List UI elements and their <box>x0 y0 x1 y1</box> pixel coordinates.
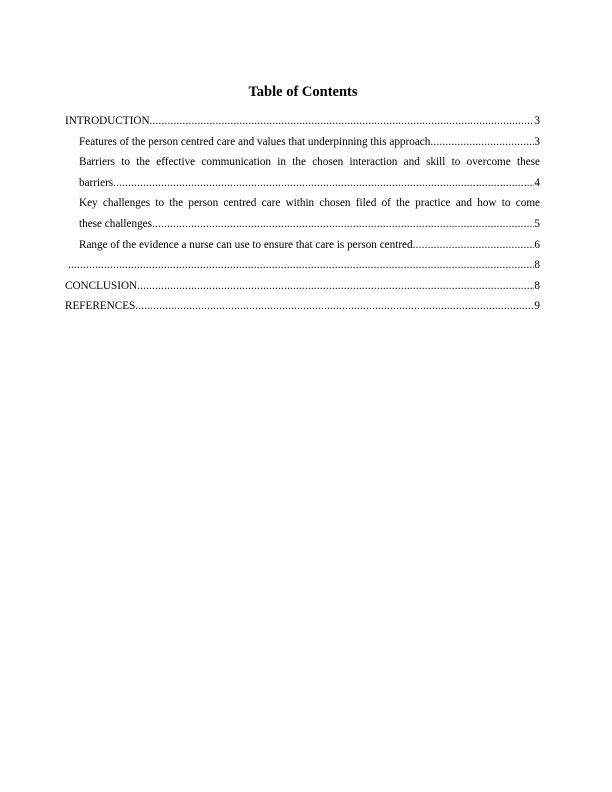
table-of-contents <box>65 111 540 317</box>
toc-title: Table of Contents <box>248 84 358 100</box>
toc-entry-text: Range of the evidence a nurse can use to ensure that care is person centred <box>79 238 413 251</box>
toc-entry-text: REFERENCES <box>65 300 136 313</box>
toc-page-number: 8 <box>534 279 540 292</box>
toc-page-number: 8 <box>534 259 540 272</box>
toc-leader-dots <box>68 255 534 276</box>
toc-entry-key-challenges[interactable] <box>65 193 540 234</box>
toc-entry-text: CONCLUSION <box>65 279 138 292</box>
toc-page-number: 4 <box>534 176 540 189</box>
toc-entry-introduction[interactable] <box>65 111 540 132</box>
toc-entry-untitled[interactable] <box>65 255 540 276</box>
toc-page-number: 3 <box>534 115 540 127</box>
toc-leader-dots <box>152 214 534 235</box>
toc-page-number: 3 <box>534 135 540 148</box>
toc-entry-references[interactable] <box>65 296 540 317</box>
toc-entry-range-of-evidence[interactable] <box>65 235 540 256</box>
toc-entry-conclusion[interactable] <box>65 276 540 297</box>
toc-entry-features[interactable] <box>65 132 540 153</box>
toc-leader-dots <box>113 173 534 194</box>
toc-entry-text-line1: Key challenges to the person centred care within chosen filed of the practice and how to come <box>79 197 540 210</box>
toc-leader-dots <box>413 235 535 256</box>
toc-page-number: 9 <box>534 300 540 313</box>
toc-entry-text: INTRODUCTION <box>65 115 150 127</box>
toc-entry-text: Features of the person centred care and values that underpinning this approach <box>79 135 431 148</box>
toc-leader-dots <box>430 132 534 153</box>
toc-page-number: 5 <box>534 217 540 230</box>
toc-entry-text-line2: barriers <box>79 176 114 189</box>
toc-entry-barriers[interactable] <box>65 152 540 193</box>
toc-leader-dots <box>135 296 534 317</box>
toc-entry-text-line1: Barriers to the effective communication in the chosen interaction and skill to overcome these <box>79 156 540 169</box>
toc-entry-text-line2: these challenges <box>79 217 152 230</box>
toc-page-number: 6 <box>534 238 540 251</box>
toc-leader-dots <box>150 111 535 132</box>
toc-leader-dots <box>137 276 534 297</box>
